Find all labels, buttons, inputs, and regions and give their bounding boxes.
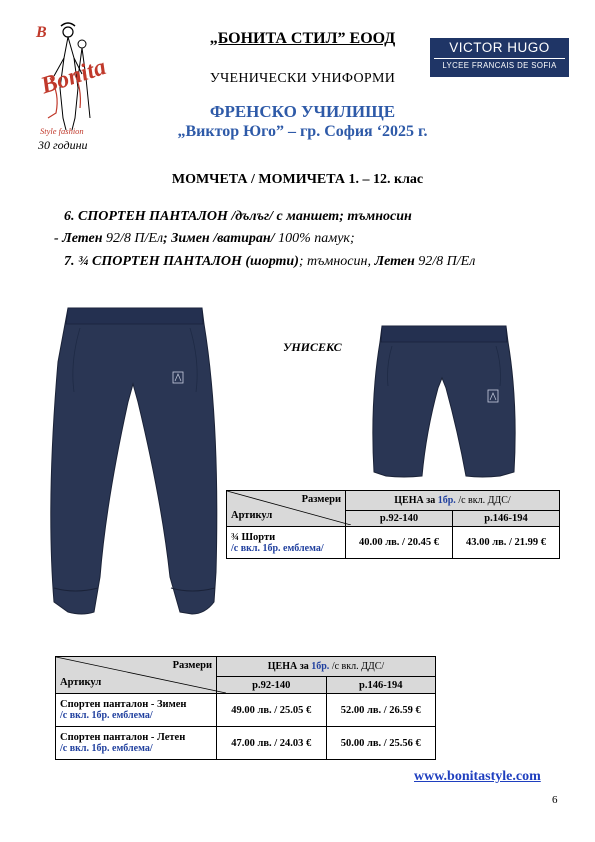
price-cell-1: 47.00 лв. / 24.03 €: [217, 727, 327, 760]
item-7-line: [64, 254, 475, 270]
logo-years: 30 години: [38, 138, 88, 152]
shorts-price-table: [226, 490, 560, 559]
size-col-1: р.92-140: [346, 511, 453, 527]
article-name: Спортен панталон - Летен: [60, 732, 186, 743]
logo-right-divider: [434, 58, 565, 59]
logo-right-title: VICTOR HUGO: [449, 40, 550, 55]
item-6-detail-d: 100% памук;: [278, 231, 355, 246]
price-header-c: /с вкл. ДДС/: [329, 661, 385, 672]
article-name: Спортен панталон - Зимен: [60, 699, 187, 710]
price-header-b: 1бр.: [311, 661, 330, 672]
price-header-b: 1бр.: [437, 495, 456, 506]
long-pants-image: [40, 302, 230, 622]
article-sub: /с вкл. 1бр. емблема/: [60, 743, 153, 754]
price-cell-1: 49.00 лв. / 25.05 €: [217, 694, 327, 727]
logo-name: Bonita: [37, 54, 110, 100]
price-cell-2: 43.00 лв. / 21.99 €: [453, 527, 560, 559]
grades-heading: МОМЧЕТА / МОМИЧЕТА 1. – 12. клас: [171, 172, 424, 187]
logo-letter: B: [36, 24, 47, 41]
item-7-b: ; тъмносин,: [298, 254, 375, 269]
item-6-detail-a: - Летен: [54, 231, 106, 246]
price-cell-2: 50.00 лв. / 25.56 €: [326, 727, 436, 760]
article-label: Артикул: [231, 510, 273, 521]
item-6-detail-b: 92/8 П/Ел: [106, 231, 164, 246]
sizes-label: Размери: [172, 660, 212, 671]
school-location: „Виктор Юго” – гр. София ‘2025 г.: [177, 123, 428, 140]
table-row: [56, 694, 436, 727]
website-link[interactable]: www.bonitastyle.com: [414, 769, 541, 784]
item-7-d: 92/8 П/Ел: [418, 254, 476, 269]
school-name: ФРЕНСКО УЧИЛИЩЕ: [209, 102, 396, 121]
size-col-2: р.146-194: [453, 511, 560, 527]
item-7-a: 7. ¾ СПОРТЕН ПАНТАЛОН (шорти): [64, 254, 299, 269]
price-header-a: ЦЕНА за: [394, 495, 438, 506]
unisex-label: УНИСЕКС: [283, 340, 342, 354]
article-cell: [56, 727, 217, 760]
article-cell: [227, 527, 346, 559]
bonita-logo: [30, 18, 110, 156]
size-col-1: р.92-140: [217, 677, 327, 694]
price-header: [346, 491, 560, 511]
item-6-line: 6. СПОРТЕН ПАНТАЛОН /дълъг/ с маншет; тъмносин: [64, 209, 412, 224]
table-header-diagonal: [56, 657, 217, 694]
pants-price-table: [55, 656, 436, 760]
logo-right-subtitle: LYCEE FRANCAIS DE SOFIA: [442, 61, 557, 70]
item-6-detail: [54, 231, 355, 247]
table-row: [56, 727, 436, 760]
item-7-c: Летен: [374, 254, 419, 269]
size-col-2: р.146-194: [326, 677, 436, 694]
article-sub: /с вкл. 1бр. емблема/: [231, 542, 324, 554]
price-header: [217, 657, 436, 677]
logo-tagline: Style fashion: [40, 126, 84, 136]
table-row: [227, 527, 560, 559]
subtitle: УЧЕНИЧЕСКИ УНИФОРМИ: [209, 71, 396, 86]
shorts-image: [368, 322, 520, 484]
price-cell-2: 52.00 лв. / 26.59 €: [326, 694, 436, 727]
victor-hugo-logo: [430, 38, 569, 77]
price-header-a: ЦЕНА за: [267, 661, 312, 672]
price-cell-1: 40.00 лв. / 20.45 €: [346, 527, 453, 559]
article-sub: /с вкл. 1бр. емблема/: [60, 710, 153, 721]
item-6-detail-c: ; Зимен /ватиран/: [163, 231, 279, 246]
table-header-diagonal: [227, 491, 346, 527]
article-name: ¾ Шорти: [231, 531, 276, 543]
article-cell: [56, 694, 217, 727]
sizes-label: Размери: [301, 494, 341, 505]
price-header-c: /с вкл. ДДС/: [455, 495, 511, 506]
article-label: Артикул: [60, 677, 102, 688]
company-name: „БОНИТА СТИЛ” ЕООД: [209, 30, 396, 47]
page-number: 6: [552, 794, 558, 806]
